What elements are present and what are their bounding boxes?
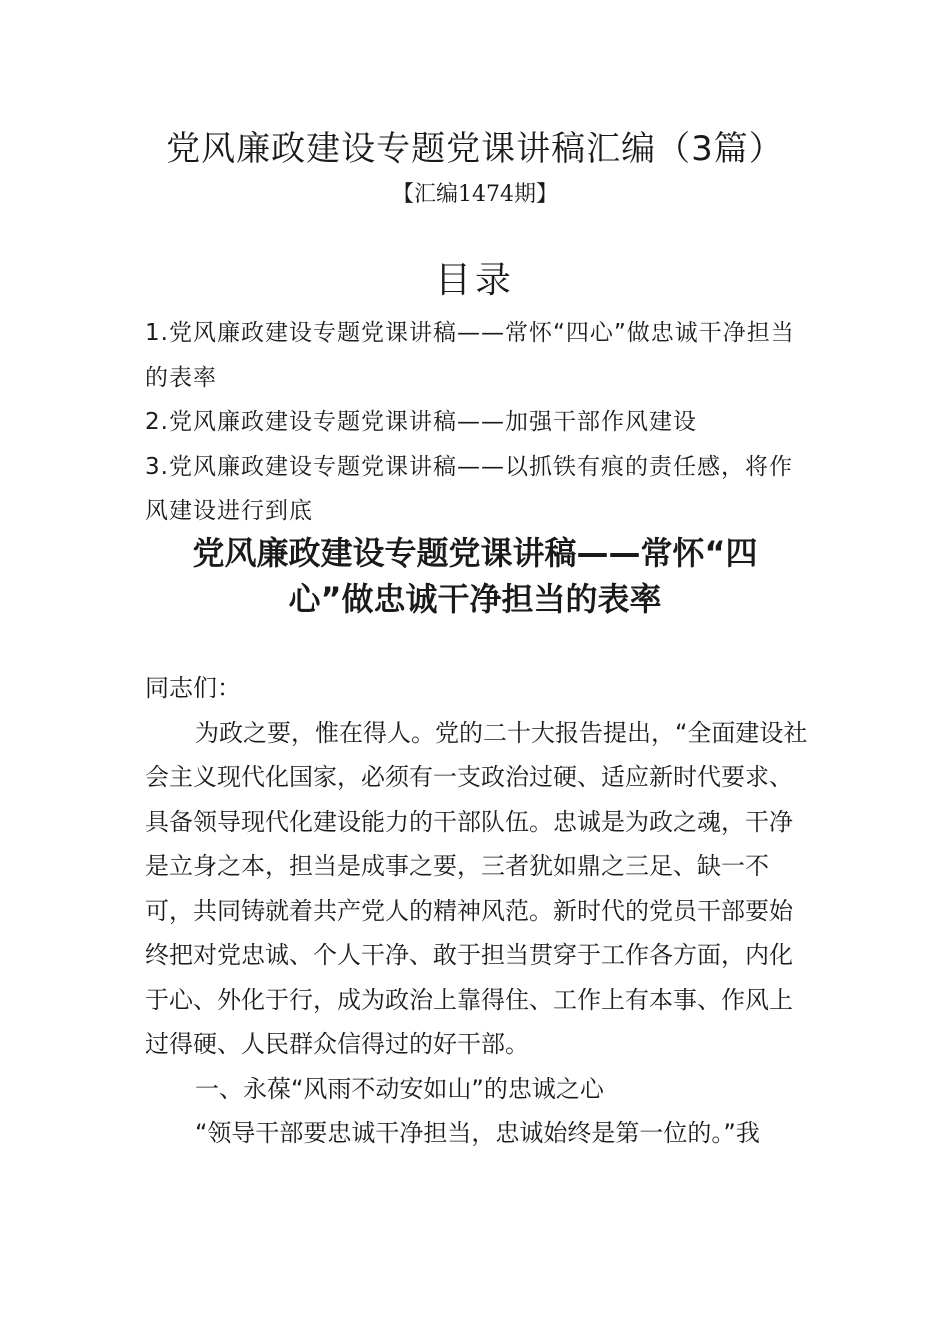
article-body — [145, 666, 810, 1156]
body-paragraph: 为政之要，惟在得人。党的二十大报告提出，“全面建设社会主义现代化国家，必须有一支政治过硬、适应新时代要求、具备领导现代化建设能力的干部队伍。忠诚是为政之魂，干净是立身之本，担当是成事之要，三者犹如鼎之三足、缺一不可，共同铸就着共产党人的精神风范。新时代的党员干部要始终把对党忠诚、个人干净、敢于担当贯穿于工作各方面，内化于心、外化于行，成为政治上靠得住、工作上有本事、作风上过得硬、人民群众信得过的好干部。 — [145, 718, 808, 1058]
toc-heading: 目录 — [434, 260, 515, 301]
table-of-contents — [145, 311, 810, 534]
document-title: 党风廉政建设专题党课讲稿汇编（3篇） — [166, 129, 784, 169]
document-subtitle: 【汇编1474期】 — [392, 182, 558, 207]
body-paragraph: “领导干部要忠诚干净担当，忠诚始终是第一位的。”我 — [195, 1119, 760, 1147]
toc-item[interactable]: 2.党风廉政建设专题党课讲稿——加强干部作风建设 — [145, 409, 697, 435]
salutation: 同志们： — [145, 674, 241, 702]
section-heading: 一、永葆“风雨不动安如山”的忠诚之心 — [195, 1074, 604, 1103]
toc-item[interactable]: 3.党风廉政建设专题党课讲稿——以抓铁有痕的责任感，将作风建设进行到底 — [145, 453, 793, 524]
toc-item[interactable]: 1.党风廉政建设专题党课讲稿——常怀“四心”做忠诚干净担当的表率 — [145, 320, 795, 391]
article-title: 党风廉政建设专题党课讲稿——常怀“四心”做忠诚干净担当的表率 — [192, 534, 758, 618]
